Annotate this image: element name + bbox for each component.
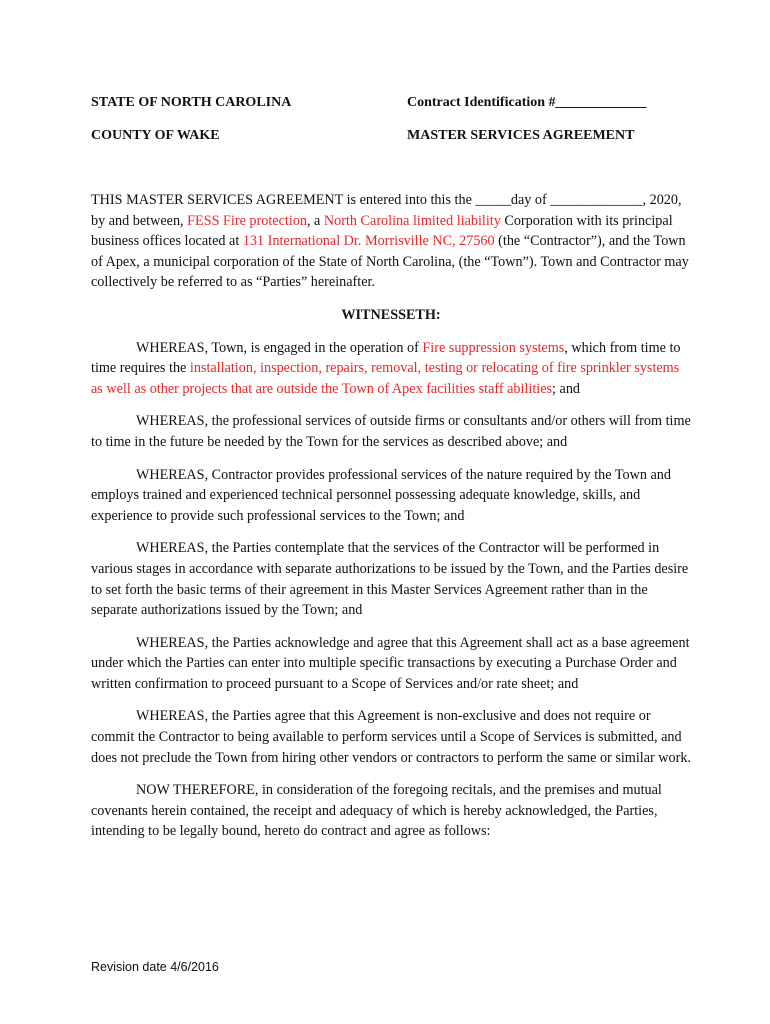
- agreement-title: MASTER SERVICES AGREEMENT: [407, 128, 635, 143]
- whereas1-highlight-1: Fire suppression systems: [422, 339, 565, 356]
- revision-date-footer: Revision date 4/6/2016: [91, 960, 219, 974]
- whereas1-text-3: ; and: [552, 380, 581, 397]
- witnesseth-heading: WITNESSETH:: [341, 306, 441, 323]
- whereas-paragraph-6: WHEREAS, the Parties agree that this Agreement is non-exclusive and does not require or commit the Contractor to being available to perform services until a Scope of Services is submitted, and does not preclude the Town from hiring other vendors or contractors to perform the same or similar work.: [91, 708, 691, 766]
- entity-type: North Carolina limited liability: [323, 212, 501, 229]
- whereas-paragraph-4: WHEREAS, the Parties contemplate that the services of the Contractor will be performed in various stages in accordance with separate authorizations to be issued by the Town, and the Parties desire to set forth the basic terms of their agreement in this Master Services Agreement rather than in the separate authorizations issued by the Town; and: [91, 540, 689, 619]
- contractor-address: 131 International Dr. Morrisville NC, 27560: [242, 233, 495, 250]
- whereas-paragraph-5: WHEREAS, the Parties acknowledge and agree that this Agreement shall act as a base agreement under which the Parties can enter into multiple specific transactions by executing a Purchase Order and written confirmation to proceed pursuant to a Scope of Services and/or rate sheet; and: [91, 634, 690, 692]
- county-heading: COUNTY OF WAKE: [91, 128, 220, 143]
- whereas-paragraph-1: [91, 338, 691, 400]
- whereas1-text-1: WHEREAS, Town, is engaged in the operation of: [136, 339, 423, 356]
- state-heading: STATE OF NORTH CAROLINA: [91, 95, 292, 110]
- intro-text-3: Corporation with its principal business offices located at: [91, 212, 673, 250]
- intro-text-4: (the “Contractor”), and the Town of Apex, a municipal corporation of the State of North Carolina, (the “Town”). Town and Contractor may collectively be referred to as “Parties” hereinafter.: [91, 233, 689, 291]
- intro-text-2: , a: [306, 212, 324, 229]
- intro-text-1: THIS MASTER SERVICES AGREEMENT is entered into this the _____day of _____________, 2020, by and between,: [91, 192, 682, 229]
- whereas1-highlight-2: installation, inspection, repairs, removal, testing or relocating of fire sprinkler systems as well as other projects that are outside the Town of Apex facilities staff abilities: [91, 360, 680, 397]
- intro-paragraph: [91, 190, 691, 293]
- now-therefore-paragraph: NOW THEREFORE, in consideration of the foregoing recitals, and the premises and mutual covenants herein contained, the receipt and adequacy of which is hereby acknowledged, the Parties, intending to be legally bound, hereto do contract and agree as follows:: [91, 782, 662, 840]
- contractor-name: FESS Fire protection: [187, 212, 307, 229]
- agreement-body: [91, 190, 691, 854]
- whereas-paragraph-3: WHEREAS, Contractor provides professional services of the nature required by the Town and employs trained and experienced technical personnel possessing adequate knowledge, skills, and experience to provide such professional services to the Town; and: [91, 466, 671, 524]
- whereas-paragraph-2: WHEREAS, the professional services of outside firms or consultants and/or others will from time to time in the future be needed by the Town for the services as described above; and: [91, 413, 691, 450]
- whereas1-text-2: , which from time to time requires the: [91, 339, 681, 377]
- contract-id-heading: Contract Identification #_____________: [407, 95, 647, 110]
